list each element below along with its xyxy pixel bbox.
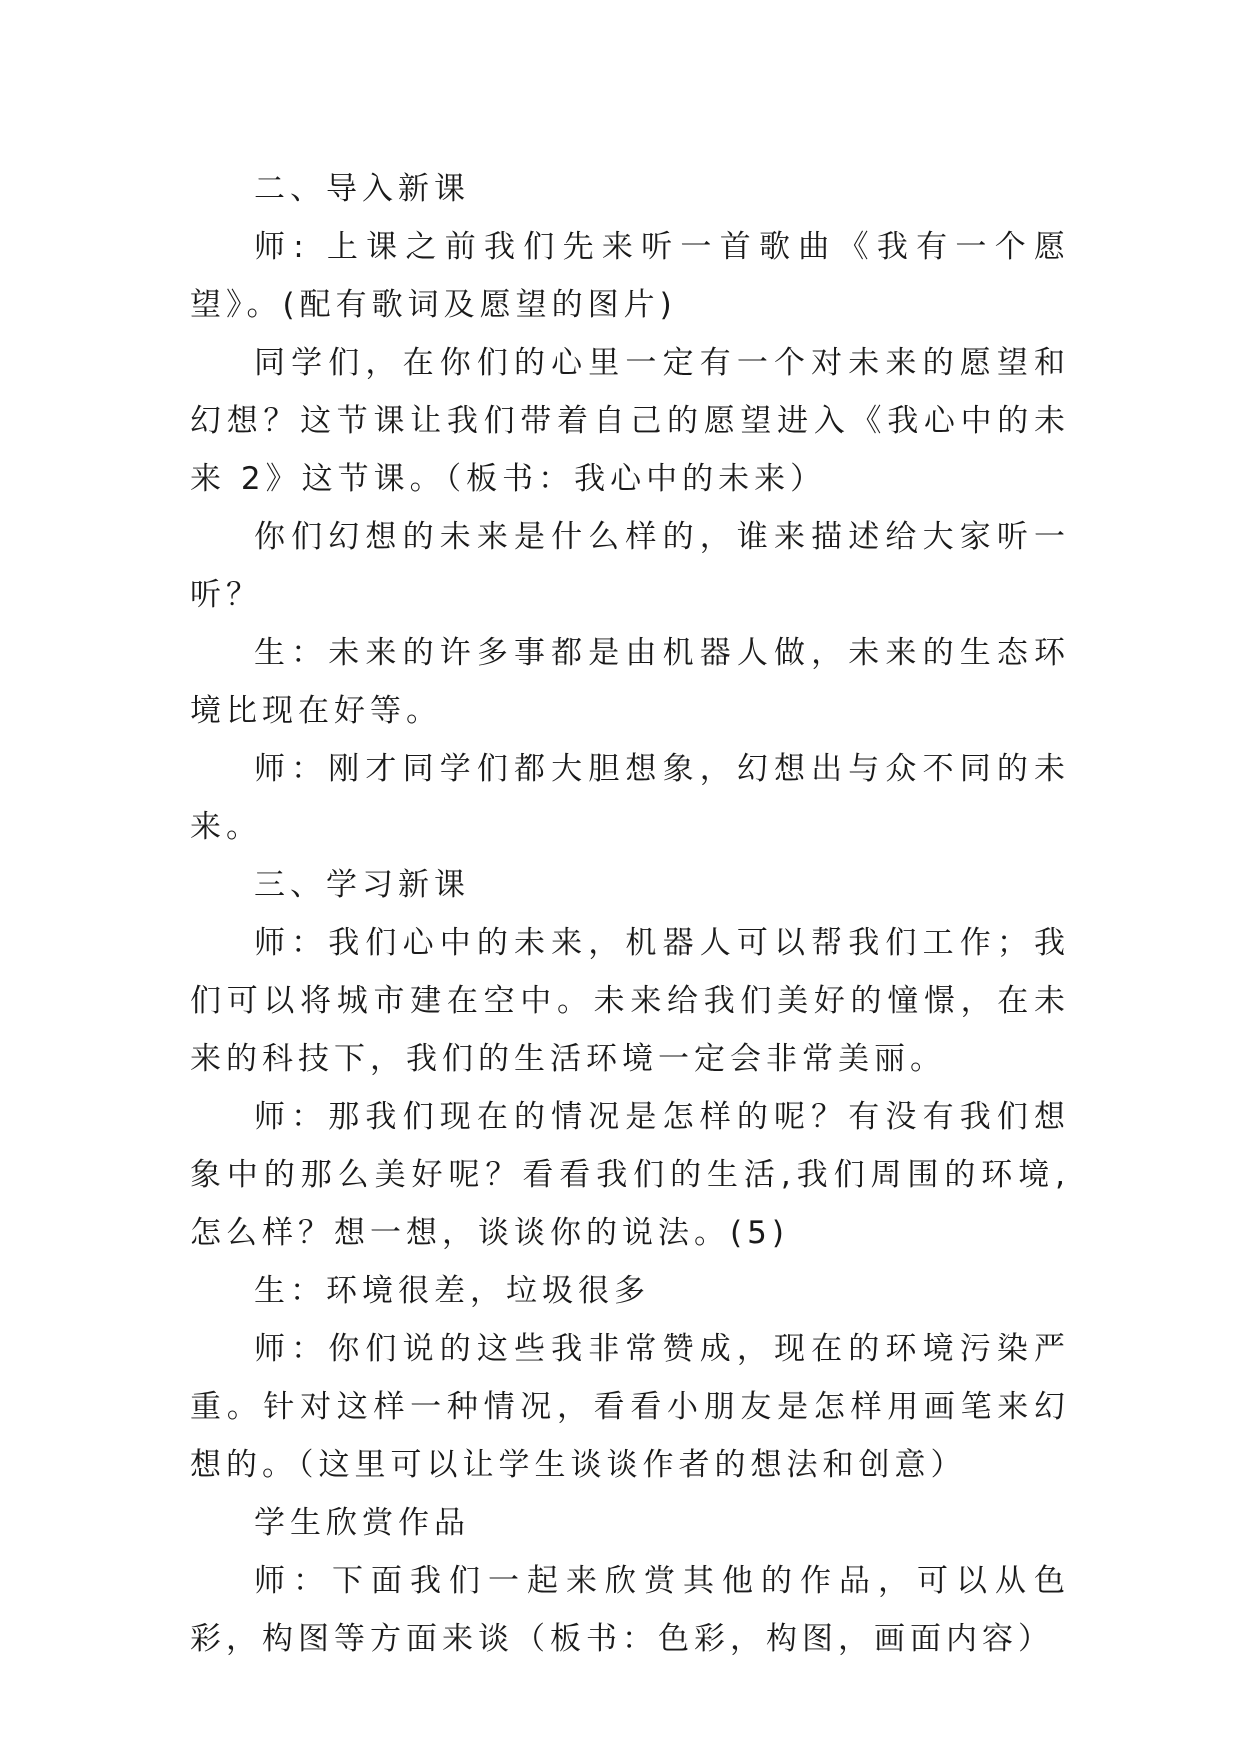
paragraph-teacher-future-city: 师：我们心中的未来，机器人可以帮我们工作；我们可以将城市建在空中。未来给我们美好的憧憬，在未来的科技下，我们的生活环境一定会非常美丽。 xyxy=(190,925,1070,1077)
heading-learn-new-lesson: 三、学习新课 xyxy=(254,867,470,903)
heading-intro-new-lesson: 二、导入新课 xyxy=(254,171,470,207)
lesson-text xyxy=(190,160,1070,1668)
paragraph-student-environment: 生：环境很差，垃圾很多 xyxy=(254,1273,650,1309)
paragraph-teacher-other-works: 师：下面我们一起来欣赏其他的作品，可以从色彩，构图等方面来谈（板书：色彩，构图，画面内容） xyxy=(190,1563,1070,1657)
paragraph-describe-future: 你们幻想的未来是什么样的，谁来描述给大家听一听？ xyxy=(190,519,1070,613)
paragraph-teacher-song: 师: 上课之前我们先来听一首歌曲《我有一个愿望》。(配有歌词及愿望的图片) xyxy=(190,229,1070,323)
paragraph-students-wish: 同学们，在你们的心里一定有一个对未来的愿望和幻想？这节课让我们带着自己的愿望进入《我心中的未来 2》这节课。（板书：我心中的未来） xyxy=(190,345,1070,497)
paragraph-teacher-current-situation: 师：那我们现在的情况是怎样的呢？有没有我们想象中的那么美好呢？看看我们的生活,我们周围的环境,怎么样？想一想，谈谈你的说法。(5) xyxy=(190,1099,1070,1251)
paragraph-students-appreciate: 学生欣赏作品 xyxy=(254,1505,470,1541)
paragraph-student-robots: 生：未来的许多事都是由机器人做，未来的生态环境比现在好等。 xyxy=(190,635,1070,729)
paragraph-teacher-imagine: 师：刚才同学们都大胆想象，幻想出与众不同的未来。 xyxy=(190,751,1070,845)
paragraph-teacher-pollution: 师：你们说的这些我非常赞成，现在的环境污染严重。针对这样一种情况，看看小朋友是怎样用画笔来幻想的。（这里可以让学生谈谈作者的想法和创意） xyxy=(190,1331,1070,1483)
